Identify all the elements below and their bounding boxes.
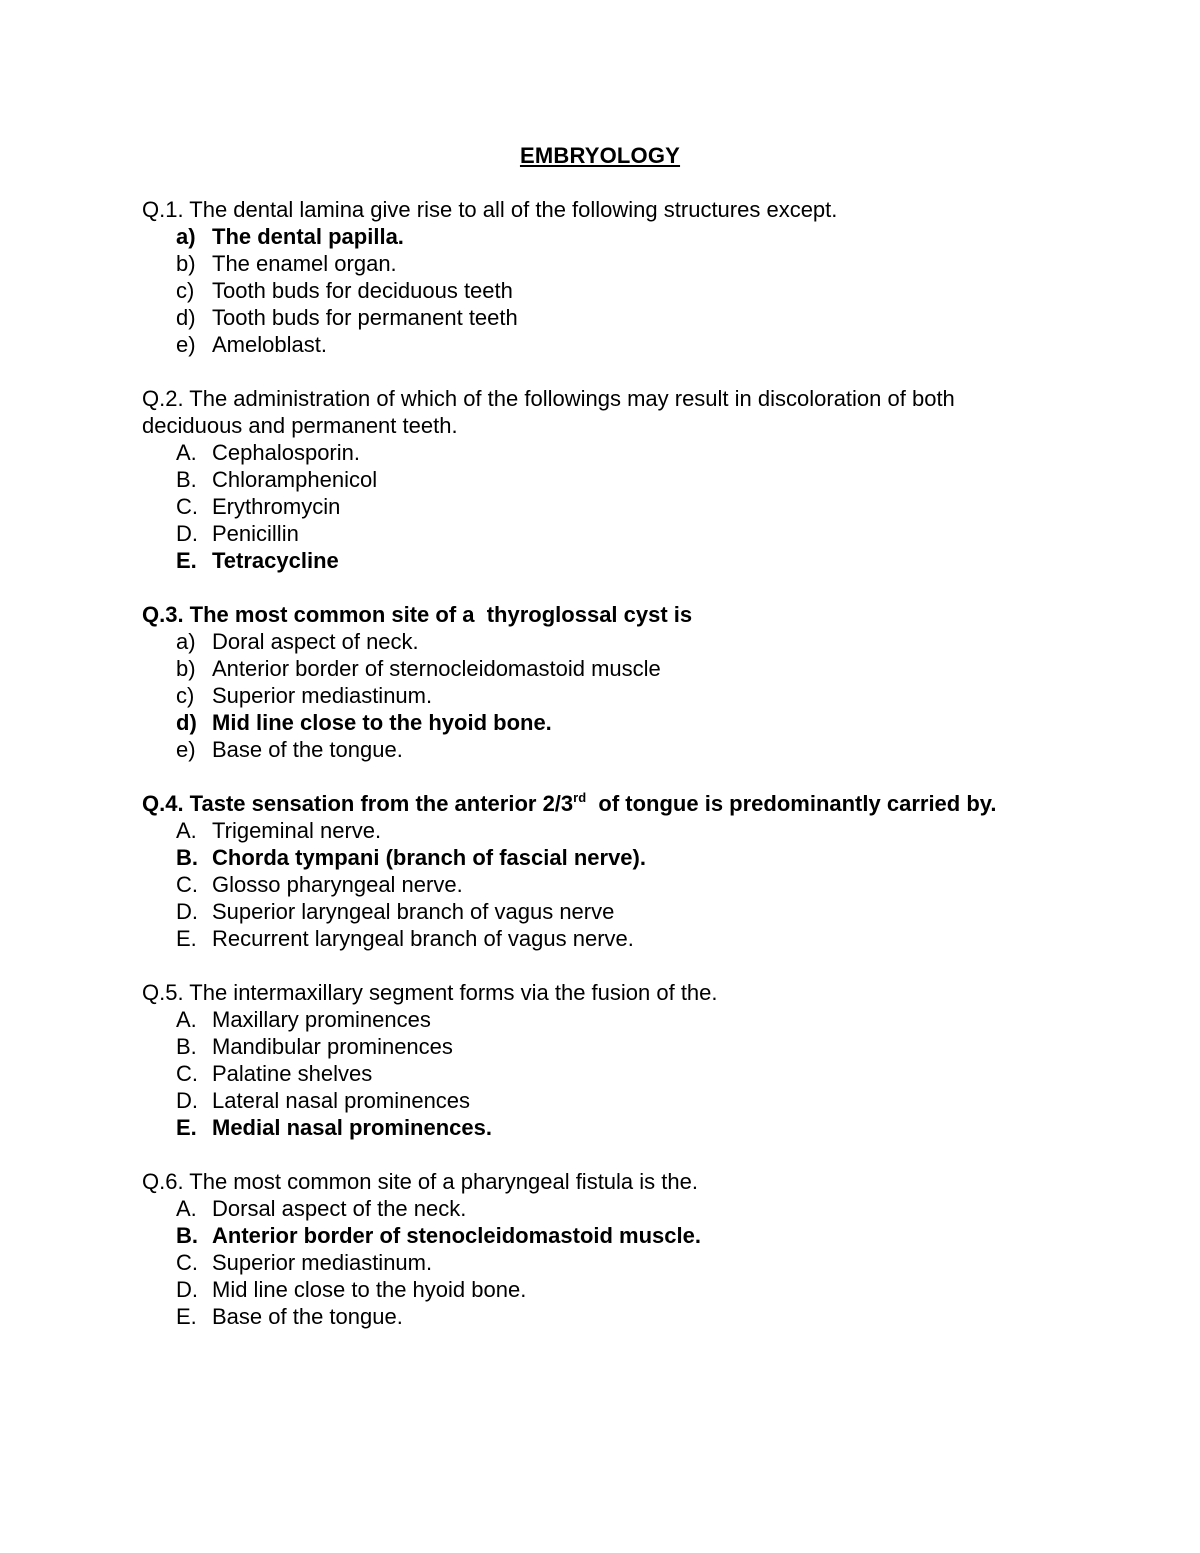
option-text: Base of the tongue. bbox=[212, 1304, 403, 1329]
option-text: Tetracycline bbox=[212, 548, 339, 573]
option-text: Chorda tympani (branch of fascial nerve). bbox=[212, 845, 646, 870]
option-a bbox=[142, 223, 1042, 250]
option-c bbox=[142, 1249, 1042, 1276]
option-letter: C. bbox=[176, 494, 198, 519]
option-e bbox=[142, 736, 1042, 763]
option-list bbox=[142, 223, 1042, 358]
question-4 bbox=[142, 790, 1042, 952]
option-b bbox=[142, 844, 1042, 871]
option-text: Dorsal aspect of the neck. bbox=[212, 1196, 467, 1221]
option-text: Tooth buds for permanent teeth bbox=[212, 305, 518, 330]
question-3 bbox=[142, 601, 1042, 763]
option-text: Superior laryngeal branch of vagus nerve bbox=[212, 899, 615, 924]
option-letter: E. bbox=[176, 548, 197, 573]
option-text: Superior mediastinum. bbox=[212, 683, 433, 708]
option-c bbox=[142, 493, 1042, 520]
page-title: EMBRYOLOGY bbox=[519, 143, 681, 168]
option-text: Mid line close to the hyoid bone. bbox=[212, 1277, 527, 1302]
option-d bbox=[142, 709, 1042, 736]
option-letter: a) bbox=[176, 224, 196, 249]
option-b bbox=[142, 466, 1042, 493]
option-letter: D. bbox=[176, 1277, 198, 1302]
option-list bbox=[142, 1006, 1042, 1141]
question-stem: Q.2. The administration of which of the followings may result in discoloration of both deciduous and permanent teeth. bbox=[142, 386, 955, 438]
option-text: Erythromycin bbox=[212, 494, 341, 519]
option-d bbox=[142, 898, 1042, 925]
option-b bbox=[142, 250, 1042, 277]
option-e bbox=[142, 547, 1042, 574]
option-letter: e) bbox=[176, 737, 196, 762]
option-e bbox=[142, 925, 1042, 952]
option-letter: A. bbox=[176, 1007, 197, 1032]
option-letter: E. bbox=[176, 926, 197, 951]
question-stem: Q.5. The intermaxillary segment forms via the fusion of the. bbox=[142, 980, 718, 1005]
option-text: Recurrent laryngeal branch of vagus nerve. bbox=[212, 926, 634, 951]
question-stem-start: Q.4. Taste sensation from the anterior 2/3 bbox=[142, 791, 574, 816]
option-text: Anterior border of sternocleidomastoid muscle bbox=[212, 656, 661, 681]
option-text: Base of the tongue. bbox=[212, 737, 403, 762]
option-b bbox=[142, 655, 1042, 682]
option-d bbox=[142, 304, 1042, 331]
question-stem: Q.6. The most common site of a pharyngeal fistula is the. bbox=[142, 1169, 698, 1194]
option-text: Penicillin bbox=[212, 521, 299, 546]
option-letter: B. bbox=[176, 1223, 198, 1248]
option-text: Mandibular prominences bbox=[212, 1034, 453, 1059]
option-letter: E. bbox=[176, 1304, 197, 1329]
option-letter: B. bbox=[176, 845, 198, 870]
option-text: Medial nasal prominences. bbox=[212, 1115, 492, 1140]
option-a bbox=[142, 1195, 1042, 1222]
option-text: Chloramphenicol bbox=[212, 467, 378, 492]
question-5 bbox=[142, 979, 1042, 1141]
option-list bbox=[142, 439, 1042, 574]
question-stem: Q.1. The dental lamina give rise to all of the following structures except. bbox=[142, 197, 838, 222]
option-e bbox=[142, 1303, 1042, 1330]
question-1 bbox=[142, 196, 1042, 358]
option-text: The enamel organ. bbox=[212, 251, 397, 276]
question-stem: Q.3. The most common site of a thyroglossal cyst is bbox=[142, 602, 693, 627]
option-text: Trigeminal nerve. bbox=[212, 818, 382, 843]
option-a bbox=[142, 628, 1042, 655]
option-letter: A. bbox=[176, 440, 197, 465]
question-stem-end: of tongue is predominantly carried by. bbox=[586, 791, 997, 816]
option-a bbox=[142, 439, 1042, 466]
option-text: Cephalosporin. bbox=[212, 440, 360, 465]
ordinal-superscript: rd bbox=[573, 790, 587, 805]
question-list bbox=[142, 196, 1042, 1357]
question-6 bbox=[142, 1168, 1042, 1330]
option-text: Lateral nasal prominences bbox=[212, 1088, 471, 1113]
option-letter: d) bbox=[176, 305, 196, 330]
option-letter: C. bbox=[176, 1250, 198, 1275]
question-stem bbox=[142, 790, 1042, 817]
option-letter: D. bbox=[176, 1088, 198, 1113]
option-text: Tooth buds for deciduous teeth bbox=[212, 278, 513, 303]
option-list bbox=[142, 817, 1042, 952]
option-letter: E. bbox=[176, 1115, 197, 1140]
option-e bbox=[142, 1114, 1042, 1141]
option-text: Doral aspect of neck. bbox=[212, 629, 419, 654]
option-letter: B. bbox=[176, 467, 197, 492]
option-letter: D. bbox=[176, 899, 198, 924]
option-a bbox=[142, 817, 1042, 844]
option-letter: A. bbox=[176, 818, 197, 843]
option-letter: c) bbox=[176, 278, 195, 303]
option-d bbox=[142, 1276, 1042, 1303]
option-d bbox=[142, 1087, 1042, 1114]
option-letter: C. bbox=[176, 1061, 198, 1086]
option-letter: A. bbox=[176, 1196, 197, 1221]
option-b bbox=[142, 1222, 1042, 1249]
option-letter: d) bbox=[176, 710, 197, 735]
option-text: Mid line close to the hyoid bone. bbox=[212, 710, 552, 735]
option-list bbox=[142, 628, 1042, 763]
option-b bbox=[142, 1033, 1042, 1060]
option-text: Superior mediastinum. bbox=[212, 1250, 433, 1275]
option-letter: D. bbox=[176, 521, 198, 546]
option-letter: b) bbox=[176, 251, 196, 276]
option-list bbox=[142, 1195, 1042, 1330]
option-letter: e) bbox=[176, 332, 196, 357]
option-e bbox=[142, 331, 1042, 358]
option-c bbox=[142, 682, 1042, 709]
option-text: The dental papilla. bbox=[212, 224, 404, 249]
option-c bbox=[142, 277, 1042, 304]
option-text: Glosso pharyngeal nerve. bbox=[212, 872, 463, 897]
option-text: Palatine shelves bbox=[212, 1061, 373, 1086]
option-letter: a) bbox=[176, 629, 196, 654]
option-letter: b) bbox=[176, 656, 196, 681]
option-text: Maxillary prominences bbox=[212, 1007, 431, 1032]
option-text: Ameloblast. bbox=[212, 332, 327, 357]
option-letter: B. bbox=[176, 1034, 197, 1059]
option-letter: c) bbox=[176, 683, 195, 708]
option-a bbox=[142, 1006, 1042, 1033]
question-2 bbox=[142, 385, 1042, 574]
option-c bbox=[142, 1060, 1042, 1087]
option-c bbox=[142, 871, 1042, 898]
option-text: Anterior border of stenocleidomastoid muscle. bbox=[212, 1223, 701, 1248]
option-d bbox=[142, 520, 1042, 547]
option-letter: C. bbox=[176, 872, 198, 897]
